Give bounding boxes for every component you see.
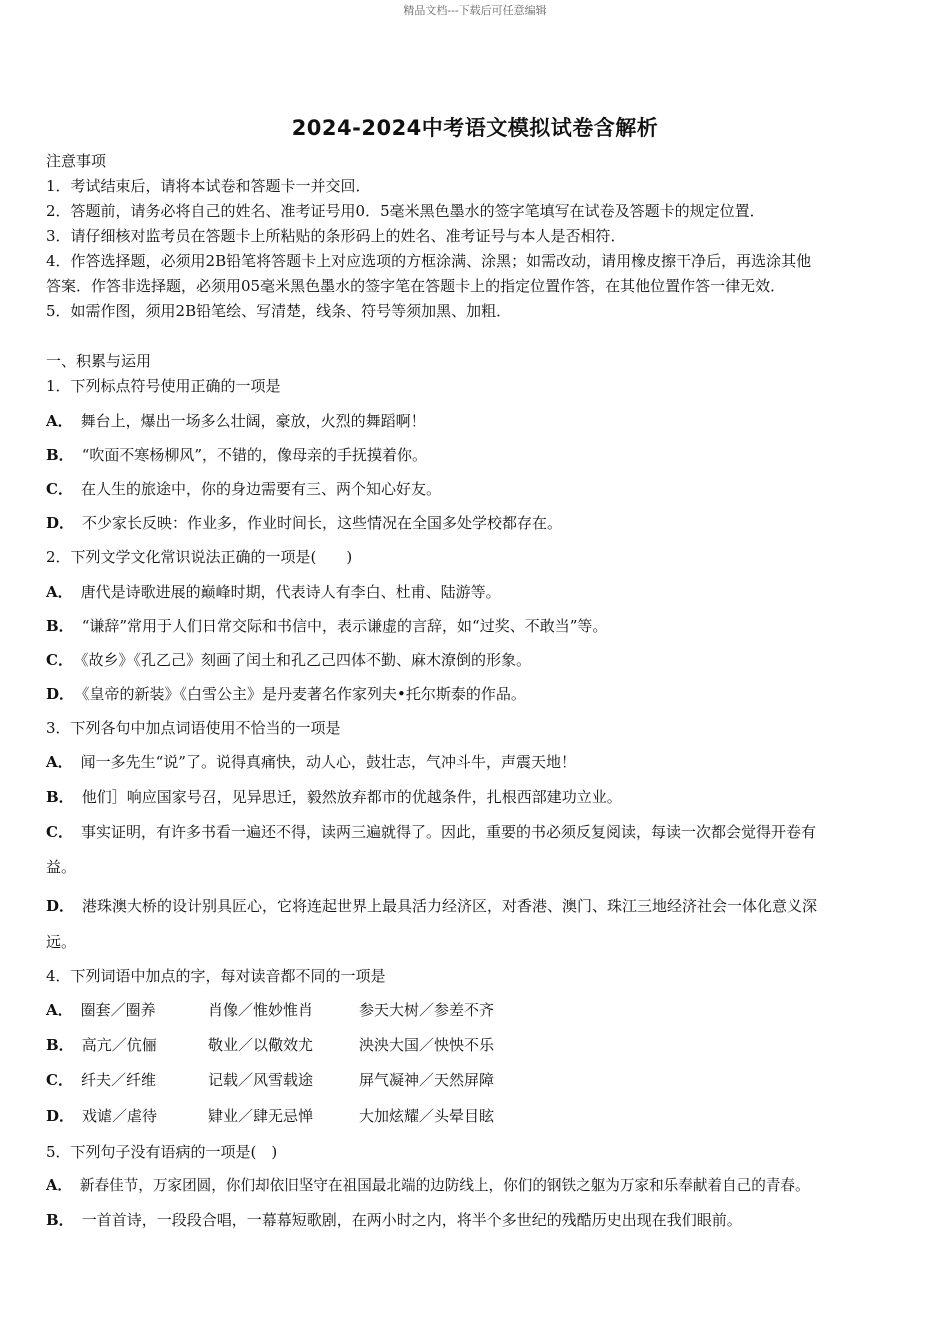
question-2-stem: 2．下列文学文化常识说法正确的一项是( ) [46,548,353,566]
document-title: 2024-2024中考语文模拟试卷含解析 [291,116,659,140]
option-label: B． [46,1036,74,1054]
question-2-option-c [46,650,531,670]
option-text: 新春佳节，万家团圆，你们却依旧坚守在祖国最北端的边防线上，你们的钢铁之躯为万家和乐奉献着自己的青春。 [79,1177,810,1194]
word-pair-2: 肄业／肆无忌惮 [208,1107,314,1125]
option-label: C． [46,651,73,669]
word-pair-3: 屏气凝神／天然屏障 [359,1071,495,1089]
option-label: C． [46,480,73,498]
word-pair-1: 纤夫／纤维 [80,1071,156,1089]
question-3-option-d-continuation: 远。 [46,933,77,951]
option-label: A． [46,753,73,771]
option-label: D． [46,514,75,532]
option-text: 舞台上，爆出一场多么壮阔，豪放，火烈的舞蹈啊！ [80,412,426,430]
option-text: 一首首诗，一段段合唱，一幕幕短歌剧，在两小时之内，将半个多世纪的残酷历史出现在我们眼前。 [81,1211,742,1229]
question-3-option-d [46,896,817,916]
question-3-option-a [46,752,576,772]
option-label: D． [46,897,75,915]
word-pair-3: 泱泱大国／怏怏不乐 [359,1036,495,1054]
option-text: 闻一多先生“说”了。说得真痛快，动人心，鼓壮志，气冲斗牛，声震天地！ [80,753,576,771]
question-1-option-b [46,445,427,465]
option-label: C． [46,1071,73,1089]
word-pair-1: 戏谑／虐待 [82,1107,158,1125]
notice-item: 1．考试结束后，请将本试卷和答题卡一并交回． [46,177,371,195]
word-pair-1: 圈套／圈养 [80,1001,156,1019]
notice-item: 5．如需作图，须用2B铅笔绘、写清楚，线条、符号等须加黑、加粗． [46,302,512,320]
option-text: “谦辞”常用于人们日常交际和书信中，表示谦虚的言辞，如“过奖、不敢当”等。 [81,617,608,635]
option-text: 事实证明，有许多书看一遍还不得，读两三遍就得了。因此，重要的书必须反复阅读，每读一次都会觉得开卷有 [80,823,816,841]
word-pair-3: 大加炫耀／头晕目眩 [359,1107,495,1125]
option-text: 不少家长反映：作业多，作业时间长，这些情况在全国多处学校都存在。 [82,514,563,532]
question-3-stem: 3．下列各句中加点词语使用不恰当的一项是 [46,719,341,737]
option-text: 《故乡》《孔乙己》刻画了闰土和孔乙己四体不勤、麻木潦倒的形象。 [80,651,531,669]
option-text: “吹面不寒杨柳风”，不错的，像母亲的手抚摸着你。 [81,446,428,464]
notice-item: 4．作答选择题，必须用2B铅笔将答题卡上对应选项的方框涂满、涂黑；如需改动，请用橡皮擦干净后，再选涂其他 [46,252,812,270]
option-label: B． [46,1211,74,1229]
option-text: 唐代是诗歌进展的巅峰时期，代表诗人有李白、杜甫、陆游等。 [80,583,501,601]
option-label: B． [46,446,74,464]
question-1-stem: 1．下列标点符号使用正确的一项是 [46,377,281,395]
question-1-option-a [46,411,426,431]
option-label: A． [46,1001,73,1019]
option-label: A． [46,1177,72,1194]
notice-item: 答案．作答非选择题，必须用05毫米黑色墨水的签字笔在答题卡上的指定位置作答，在其他位置作答一律无效． [46,277,786,295]
option-label: C． [46,823,73,841]
notice-item: 3．请仔细核对监考员在答题卡上所粘贴的条形码上的姓名、准考证号与本人是否相符． [46,227,626,245]
option-label: A． [46,412,73,430]
question-5-option-a [46,1176,810,1196]
question-2-option-d [46,684,526,704]
question-5-option-b [46,1210,742,1230]
word-pair-3: 参天大树／参差不齐 [359,1001,495,1019]
option-label: B． [46,617,74,635]
option-text: 在人生的旅途中，你的身边需要有三、两个知心好友。 [80,480,441,498]
option-text: 《皇帝的新装》《白雪公主》是丹麦著名作家列夫•托尔斯泰的作品。 [82,685,526,703]
word-pair-2: 记载／风雪载途 [208,1071,314,1089]
question-1-option-d [46,513,562,533]
option-label: A． [46,583,73,601]
notice-heading: 注意事项 [46,152,107,170]
question-3-option-b [46,787,622,807]
question-3-option-c-continuation: 益。 [46,858,77,876]
section-heading: 一、积累与运用 [46,352,152,370]
option-label: D． [46,685,75,703]
word-pair-2: 肖像／惟妙惟肖 [208,1001,314,1019]
option-text: 港珠澳大桥的设计别具匠心，它将连起世界上最具活力经济区，对香港、澳门、珠江三地经济社会一体化意义深 [82,897,818,915]
word-pair-2: 敬业／以儆效尤 [208,1036,314,1054]
question-2-option-a [46,582,501,602]
word-pair-1: 高亢／伉俪 [81,1036,157,1054]
header-note: 精品文档---下载后可任意编辑 [403,4,547,17]
question-5-stem: 5．下列句子没有语病的一项是( ) [46,1143,278,1161]
option-label: D． [46,1107,75,1125]
question-3-option-c [46,822,816,842]
notice-item: 2．答题前，请务必将自己的姓名、准考证号用0．5毫米黑色墨水的签字笔填写在试卷及答题卡的规定位置． [46,202,765,220]
option-label: B． [46,788,74,806]
option-text: 他们］响应国家号召，见异思迁，毅然放弃都市的优越条件，扎根西部建功立业。 [81,788,622,806]
question-2-option-b [46,616,607,636]
question-1-option-c [46,479,441,499]
question-4-stem: 4．下列词语中加点的字，每对读音都不同的一项是 [46,967,386,985]
